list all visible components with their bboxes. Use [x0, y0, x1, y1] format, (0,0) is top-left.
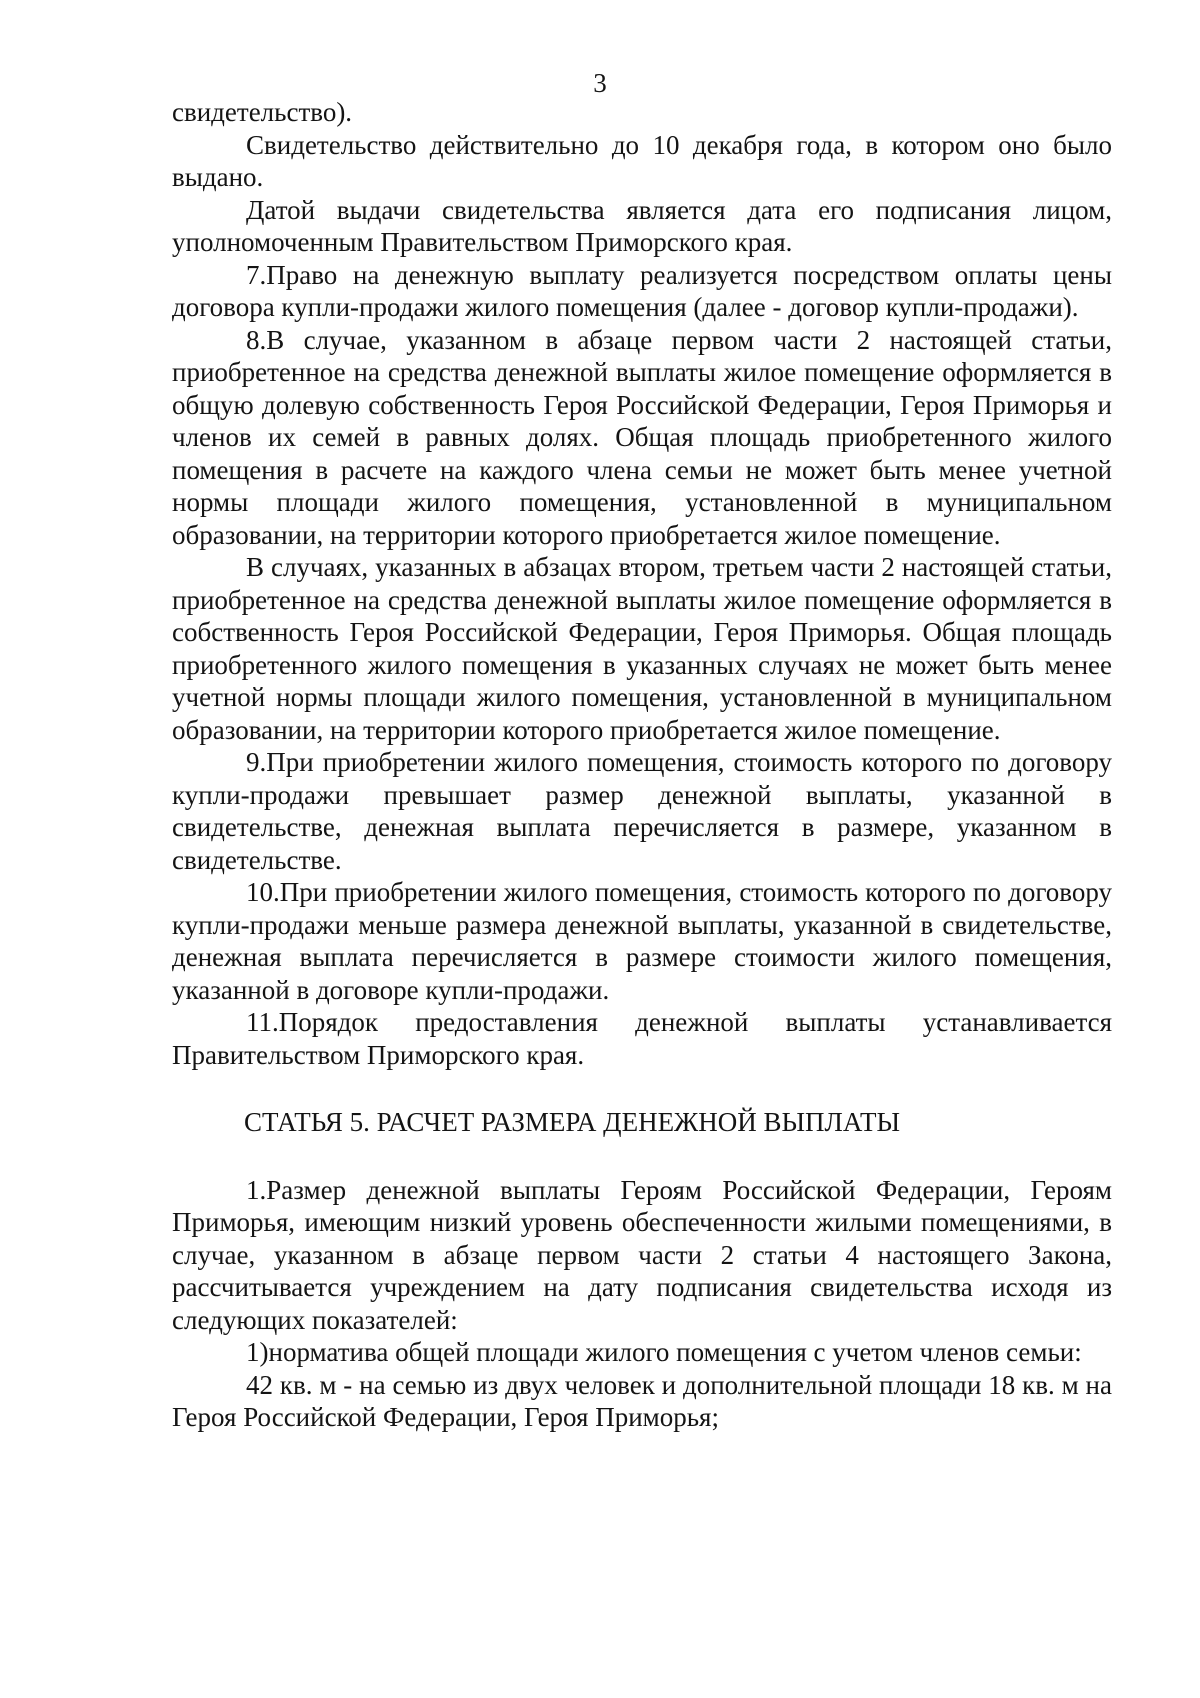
paragraph: 1)норматива общей площади жилого помещения с учетом членов семьи: — [246, 1337, 1082, 1367]
paragraph: 8.В случае, указанном в абзаце первом части 2 настоящей статьи, приобретенное на средства денежной выплаты жилое помещение оформляется в общую долевую собственность Героя Российской Федерации, Героя Приморья и членов их семей в равных долях. Общая площадь приобретенного жилого помещения в расчете на каждого члена семьи не может быть менее учетной нормы площади жилого помещения, установленной в муниципальном образовании, на территории которого приобретается жилое помещение. — [172, 324, 1112, 550]
paragraph: 7.Право на денежную выплату реализуется посредством оплаты цены договора купли-продажи жилого помещения (далее - договор купли-продажи). — [172, 259, 1112, 322]
paragraph: 1.Размер денежной выплаты Героям Российской Федерации, Героям Приморья, имеющим низкий уровень обеспеченности жилыми помещениями, в случае, указанном в абзаце первом части 2 статьи 4 настоящего Закона, рассчитывается учреждением на дату подписания свидетельства исходя из следующих показателей: — [172, 1174, 1112, 1335]
paragraph: Датой выдачи свидетельства является дата его подписания лицом, уполномоченным Правительством Приморского края. — [172, 194, 1112, 257]
paragraph: 42 кв. м - на семью из двух человек и дополнительной площади 18 кв. м на Героя Российской Федерации, Героя Приморья; — [172, 1369, 1112, 1432]
page-number: 3 — [593, 68, 607, 98]
paragraph: 11.Порядок предоставления денежной выплаты устанавливается Правительством Приморского края. — [172, 1007, 1112, 1070]
paragraph: 9.При приобретении жилого помещения, стоимость которого по договору купли-продажи превышает размер денежной выплаты, указанной в свидетельстве, денежная выплата перечисляется в размере, указанном в свидетельстве. — [172, 747, 1112, 875]
article-heading: СТАТЬЯ 5. РАСЧЕТ РАЗМЕРА ДЕНЕЖНОЙ ВЫПЛАТЫ — [244, 1107, 901, 1137]
paragraph: Свидетельство действительно до 10 декабря года, в котором оно было выдано. — [172, 129, 1112, 192]
paragraph: В случаях, указанных в абзацах втором, третьем части 2 настоящей статьи, приобретенное на средства денежной выплаты жилое помещение оформляется в собственность Героя Российской Федерации, Героя Приморья. Общая площадь приобретенного жилого помещения в указанных случаях не может быть менее учетной нормы площади жилого помещения, установленной в муниципальном образовании, на территории которого приобретается жилое помещение. — [172, 552, 1112, 745]
document-body — [172, 96, 1112, 1434]
paragraph: свидетельство). — [172, 97, 353, 127]
paragraph: 10.При приобретении жилого помещения, стоимость которого по договору купли-продажи меньше размера денежной выплаты, указанной в свидетельстве, денежная выплата перечисляется в размере стоимости жилого помещения, указанной в договоре купли-продажи. — [172, 877, 1112, 1005]
